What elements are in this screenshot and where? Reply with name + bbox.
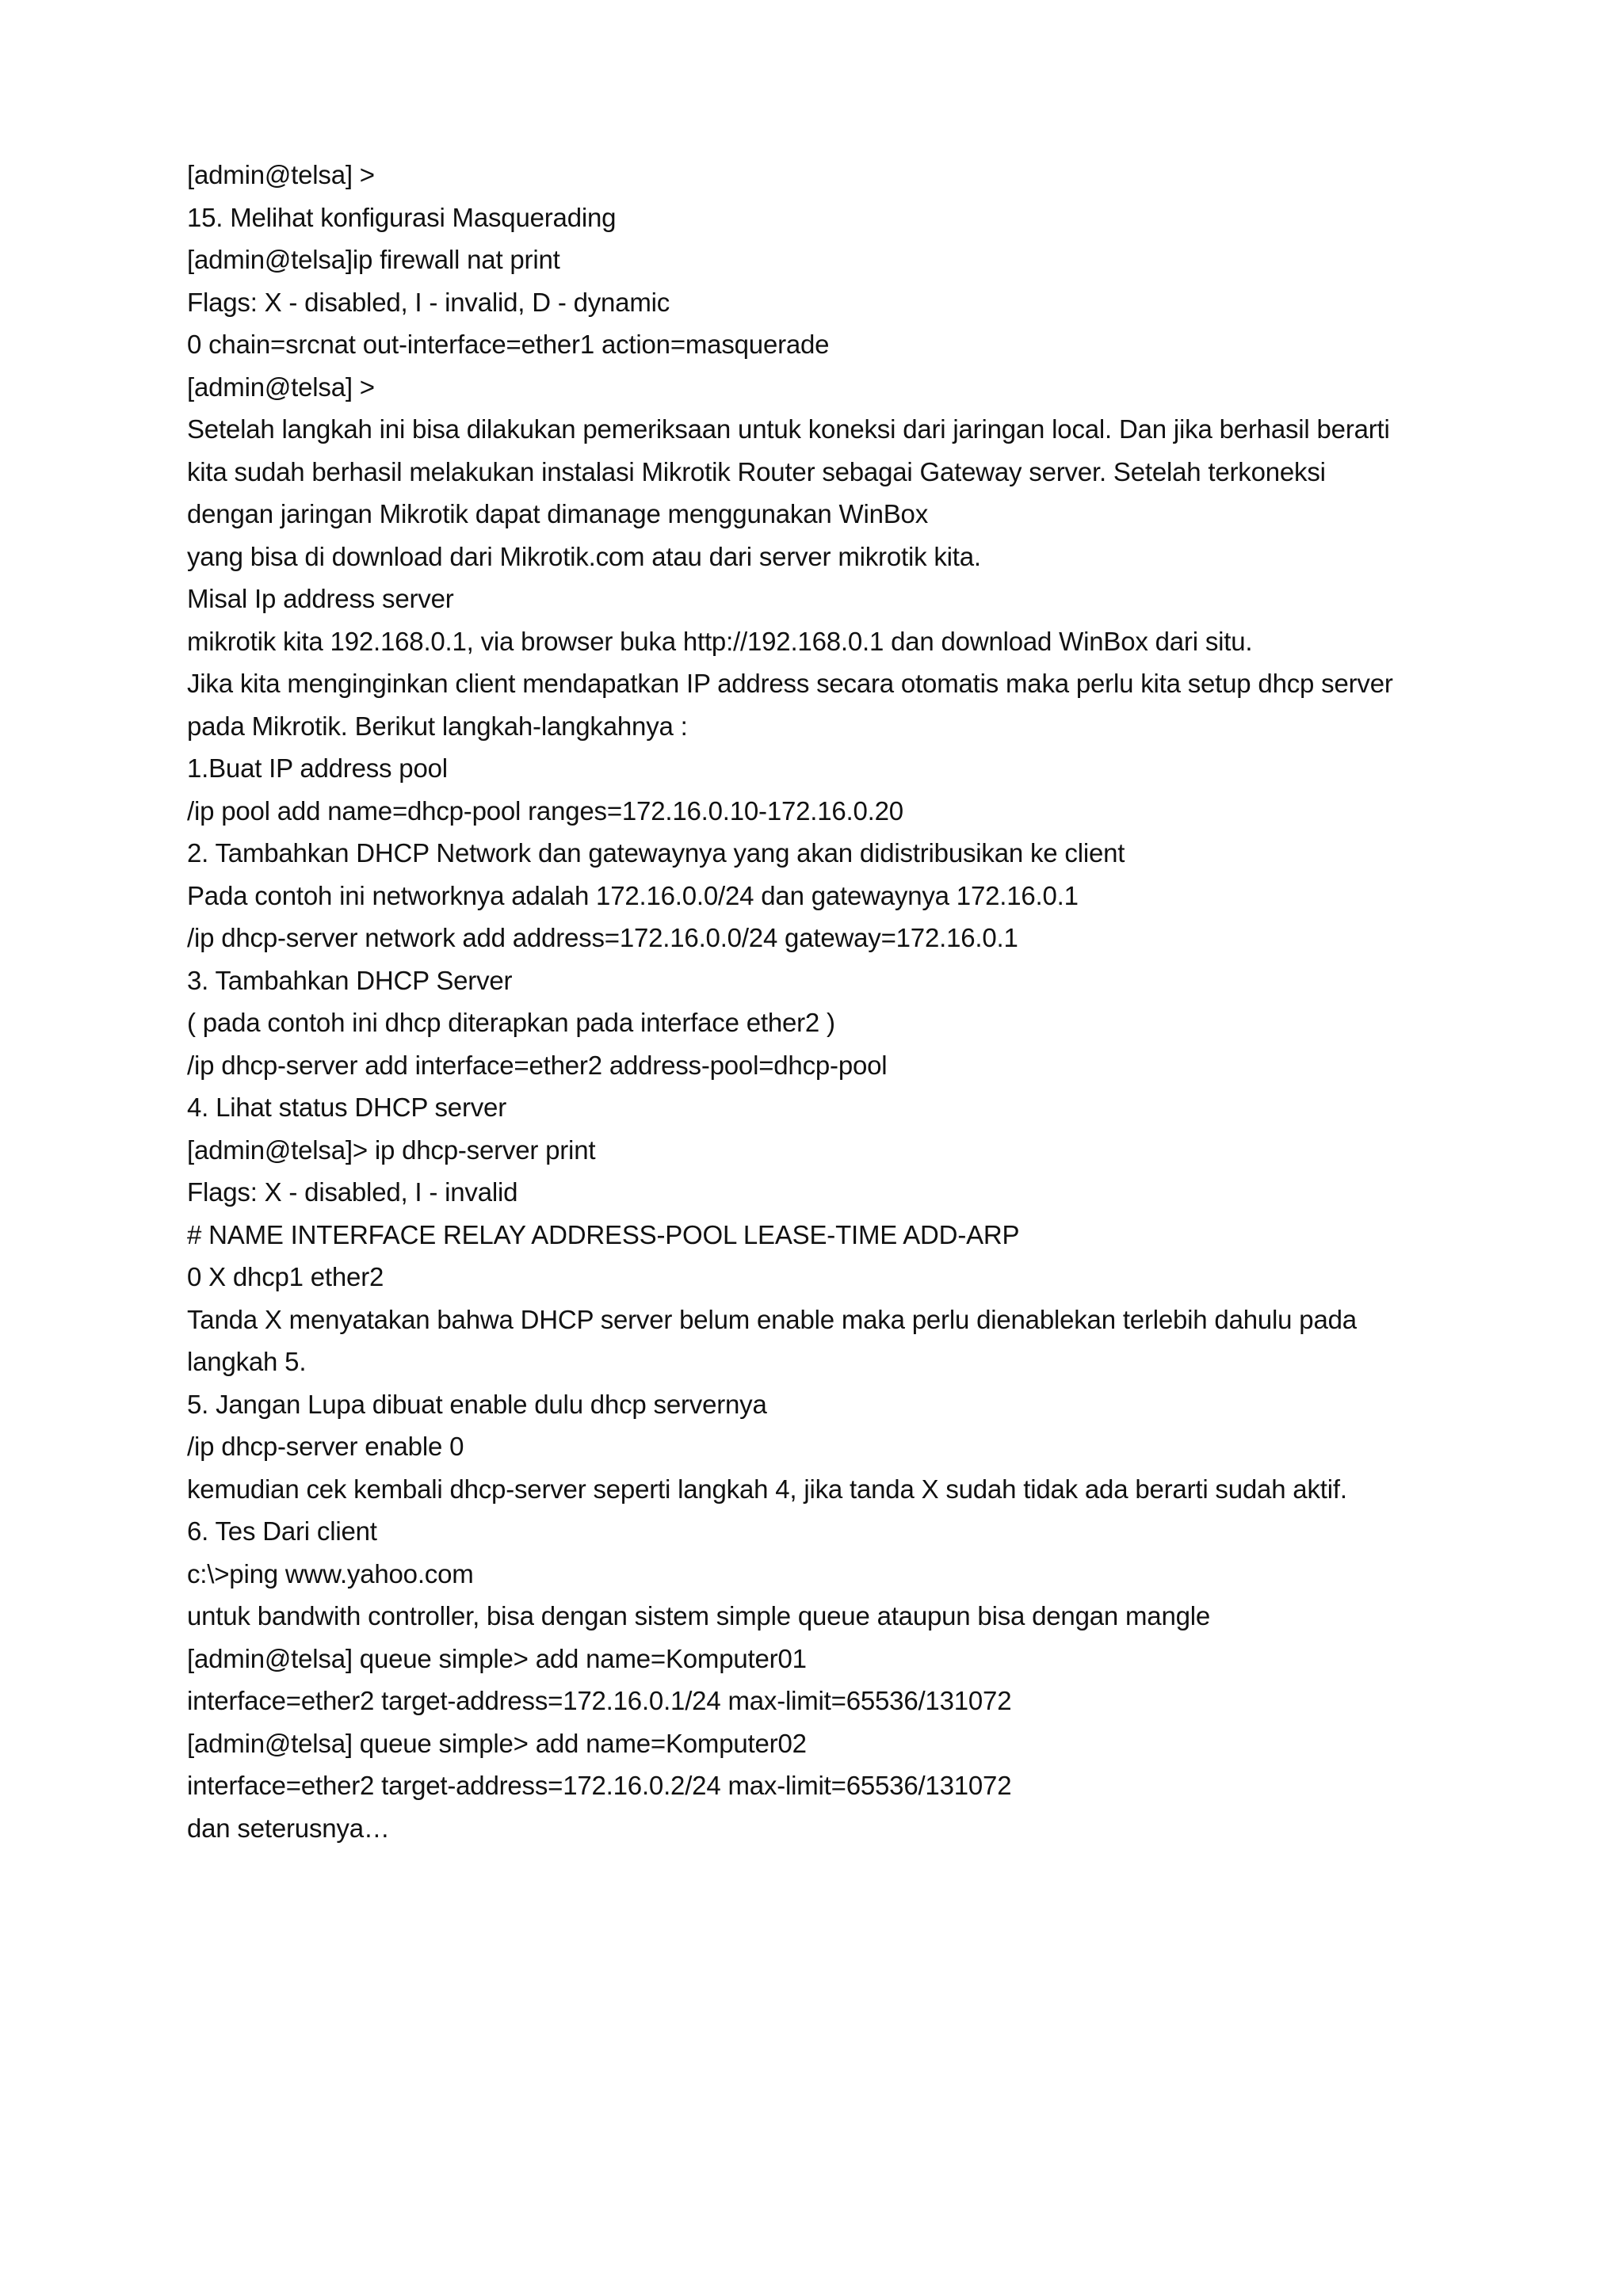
text-line: 2. Tambahkan DHCP Network dan gatewaynya yang akan didistribusikan ke client (187, 838, 1125, 868)
text-line: 15. Melihat konfigurasi Masquerading (187, 202, 617, 232)
text-line: [admin@telsa] queue simple> add name=Komputer02 (187, 1728, 807, 1758)
text-line: 4. Lihat status DHCP server (187, 1093, 506, 1122)
text-line: dengan jaringan Mikrotik dapat dimanage menggunakan WinBox (187, 499, 928, 528)
text-line: Tanda X menyatakan bahwa DHCP server belum enable maka perlu dienablekan terlebih dahulu pada (187, 1304, 1357, 1334)
text-line: # NAME INTERFACE RELAY ADDRESS-POOL LEASE-TIME ADD-ARP (187, 1219, 1020, 1249)
text-line: [admin@telsa]ip firewall nat print (187, 245, 560, 274)
text-line: 5. Jangan Lupa dibuat enable dulu dhcp servernya (187, 1389, 767, 1419)
text-line: interface=ether2 target-address=172.16.0.2/24 max-limit=65536/131072 (187, 1771, 1012, 1800)
text-line: /ip dhcp-server enable 0 (187, 1432, 464, 1461)
text-line: langkah 5. (187, 1347, 307, 1376)
text-line: Misal Ip address server (187, 584, 454, 613)
text-line: /ip dhcp-server add interface=ether2 address-pool=dhcp-pool (187, 1050, 888, 1080)
text-line: [admin@telsa] > (187, 372, 375, 402)
text-line: [admin@telsa]> ip dhcp-server print (187, 1135, 596, 1165)
text-line: 1.Buat IP address pool (187, 753, 448, 783)
text-line: interface=ether2 target-address=172.16.0.1/24 max-limit=65536/131072 (187, 1686, 1012, 1715)
text-line: /ip pool add name=dhcp-pool ranges=172.16.0.10-172.16.0.20 (187, 795, 903, 826)
text-line: 0 chain=srcnat out-interface=ether1 action=masquerade (187, 330, 830, 359)
text-line: Pada contoh ini networknya adalah 172.16.0.0/24 dan gatewaynya 172.16.0.1 (187, 880, 1079, 910)
text-line: c:\>ping www.yahoo.com (187, 1558, 474, 1589)
text-line: dan seterusnya… (187, 1813, 390, 1843)
text-line: kita sudah berhasil melakukan instalasi Mikrotik Router sebagai Gateway server. Setelah terkoneksi (187, 456, 1326, 486)
text-line: Setelah langkah ini bisa dilakukan pemeriksaan untuk koneksi dari jaringan local. Dan jika berhasil berarti (187, 414, 1390, 444)
text-line: untuk bandwith controller, bisa dengan sistem simple queue ataupun bisa dengan mangle (187, 1601, 1211, 1630)
text-line: 0 X dhcp1 ether2 (187, 1262, 384, 1291)
text-line: Jika kita menginginkan client mendapatkan IP address secara otomatis maka perlu kita setup dhcp server (187, 669, 1393, 698)
text-line: [admin@telsa] > (187, 160, 375, 189)
text-line: yang bisa di download dari Mikrotik.com atau dari server mikrotik kita. (187, 541, 981, 571)
text-line: Flags: X - disabled, I - invalid, D - dynamic (187, 287, 670, 317)
text-line: Flags: X - disabled, I - invalid (187, 1177, 518, 1207)
text-line: mikrotik kita 192.168.0.1, via browser buka http://192.168.0.1 dan download WinBox dari situ. (187, 626, 1253, 656)
text-line: [admin@telsa] queue simple> add name=Komputer01 (187, 1643, 807, 1673)
text-line: ( pada contoh ini dhcp diterapkan pada interface ether2 ) (187, 1008, 835, 1037)
text-line: pada Mikrotik. Berikut langkah-langkahnya : (187, 711, 688, 741)
document-body (187, 154, 1471, 1849)
text-line: 6. Tes Dari client (187, 1516, 377, 1546)
text-line: 3. Tambahkan DHCP Server (187, 965, 513, 995)
text-line: /ip dhcp-server network add address=172.16.0.0/24 gateway=172.16.0.1 (187, 923, 1018, 952)
text-line: kemudian cek kembali dhcp-server seperti langkah 4, jika tanda X sudah tidak ada berarti sudah aktif. (187, 1474, 1347, 1504)
